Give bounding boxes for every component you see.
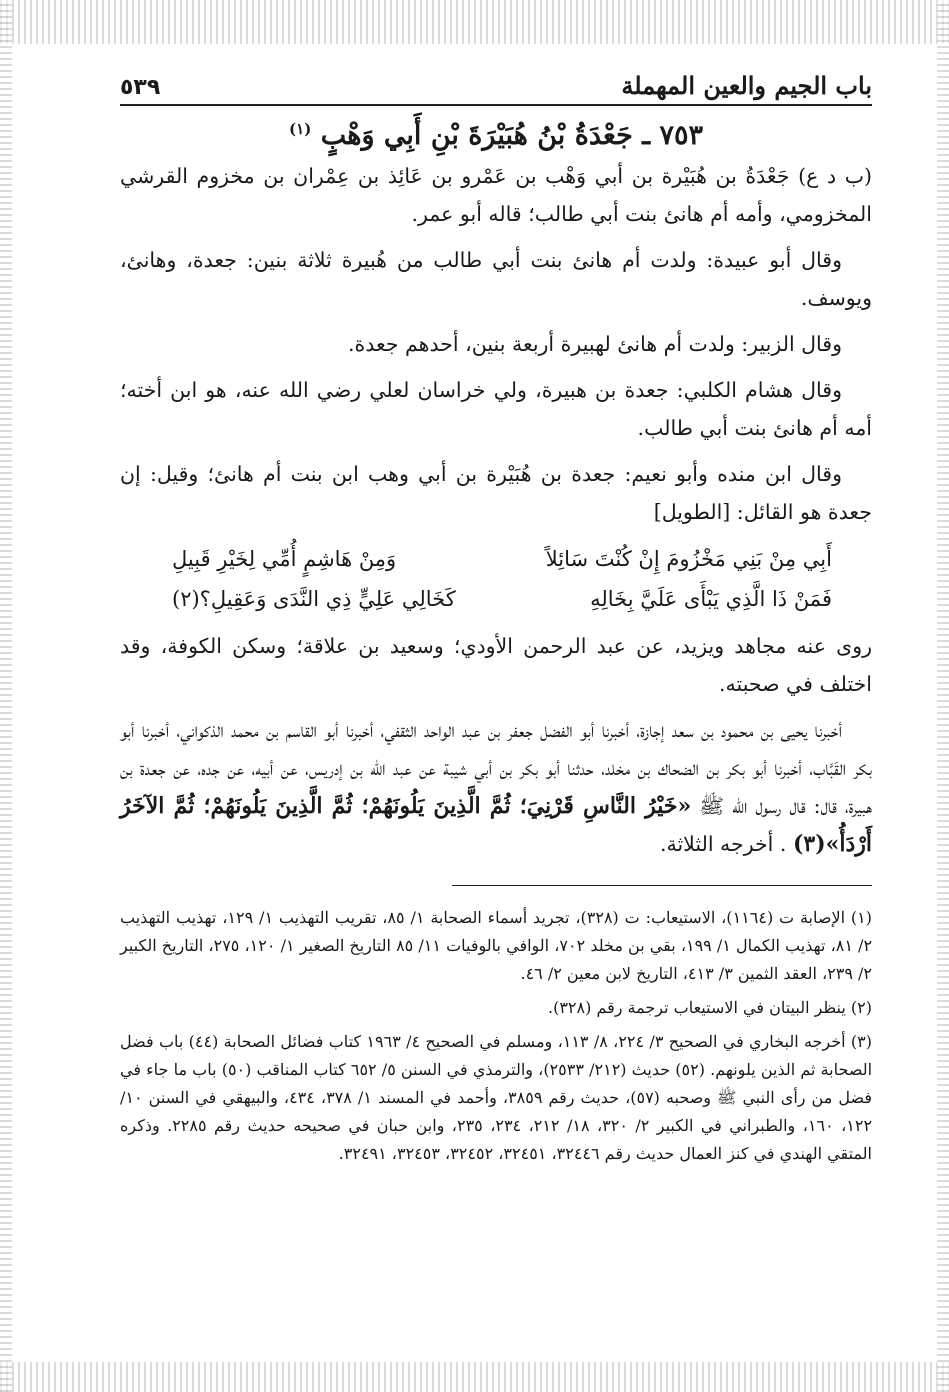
poem — [120, 539, 832, 619]
decorative-border-top — [0, 0, 949, 44]
paragraph: روى عنه مجاهد ويزيد، عن عبد الرحمن الأودي؛ وسعيد بن علاقة؛ وسكن الكوفة، وقد اختلف في صحبته. — [120, 634, 872, 696]
entry-title — [120, 120, 872, 151]
entry-title-text: ٧٥٣ ـ جَعْدَةُ بْنُ هُبَيْرَةَ بْنِ أَبِي وَهْبٍ — [320, 120, 703, 151]
page-number: ٥٣٩ — [120, 75, 161, 100]
hadith-text: «خَيْرُ النَّاسِ قَرْنِيَ؛ ثُمَّ الَّذِينَ يَلُونَهُمْ؛ ثُمَّ الَّذِينَ يَلُونَهُمْ؛ ثُمَّ الآخَرُ أَرْدَأُ»(٣) — [120, 793, 872, 857]
book-page — [120, 60, 872, 1370]
paragraph: وقال الزبير: ولدت أم هانئ لهبيرة أربعة بنين، أحدهم جعدة. — [347, 332, 842, 356]
poem-verse — [172, 579, 832, 619]
page-header — [120, 60, 872, 106]
verse-first-hemistich: أَبِي مِنْ بَنِي مَخْزُومَ إِنْ كُنْتَ سَائِلاً — [545, 547, 832, 571]
verse-first-hemistich: فَمَنْ ذَا الَّذِي يَبْأَى عَلَيَّ بِخَالِهِ — [590, 587, 832, 611]
paragraph: (ب د ع) جَعْدَةُ بن هُبَيْرة بن أبي وَهْب بن عَمْرو بن عَائِذ بن عِمْران بن مخزوم القرشي المخزومي، وأمه أم هانئ بنت أبي طالب؛ قاله أبو عمر. — [120, 164, 872, 226]
paragraph: وقال هشام الكلبي: جعدة بن هبيرة، ولي خراسان لعلي رضي الله عنه، هو ابن أخته؛ أمه أم هانئ بنت أبي طالب. — [120, 378, 872, 440]
running-title: باب الجيم والعين المهملة — [621, 71, 872, 100]
closing-text: . أخرجه الثلاثة. — [659, 832, 787, 856]
verse-second-hemistich: وَمِنْ هَاشِمٍ أُمِّي لِخَيْرِ قَبِيلِ — [172, 547, 397, 571]
isnad-text: أخبرنا يحيى بن محمود بن سعد إجازة، أخبرنا أبو الفضل جعفر بن عبد الواحد الثقفي، أخبرنا أبو القاسم بن محمد الذكواني، أخبرنا أبو بكر القَبَّاب، أخبرنا أبو بكر بن الضحاك بن مخلد، حدثنا أبو بكر بن أبي شيبة عن عبد الله بن إدريس، عن أبيه، عن جده، عن جعدة بن هبيرة، قال: قال رسول الله ﷺ — [120, 718, 872, 818]
decorative-border-right — [937, 0, 949, 1392]
footnotes — [120, 886, 872, 1168]
verse-second-hemistich: كَخَالِي عَلِيٍّ ذِي النَّدَى وَعَقِيلِ؟(٢) — [172, 587, 456, 611]
entry-title-footnote-ref: (١) — [289, 120, 312, 138]
footnote: (٣) أخرجه البخاري في الصحيح ٣/ ٢٢٤، ٨/ ١١٣، ومسلم في الصحيح ٤/ ١٩٦٣ كتاب فضائل الصحابة (٤٤) باب فضل الصحابة ثم الذين يلونهم. (٥٢) حديث (٢١٢/ ٢٥٣٣)، والترمذي في السنن ٥/ ٦٥٢ كتاب المناقب (٥٠) باب ما جاء في فضل من رأى النبي ﷺ وصحبه (٥٧)، حديث رقم ٣٨٥٩، وأحمد في المسند ١/ ٣٧٨، ٤٣٤، والبيهقي في السنن ١٠/ ١٢٢، ١٦٠، والطبراني في الكبير ٢/ ٣٢٠، ١٨/ ٢١٢، ٢٣٤، ٢٣٥، وابن حبان في صحيحه حديث رقم ٢٢٨٥. وذكره المتقي الهندي في كنز العمال حديث رقم ٣٢٤٤٦، ٣٢٤٥١، ٣٢٤٥٢، ٣٢٤٥٣، ٣٢٤٩١. — [120, 1032, 873, 1163]
paragraph: وقال ابن منده وأبو نعيم: جعدة بن هُبَيْرة بن أبي وهب ابن بنت أم هانئ؛ وقيل: إن جعدة هو القائل: [الطويل] — [120, 462, 872, 524]
isnad-paragraph — [120, 711, 872, 863]
paragraph: وقال أبو عبيدة: ولدت أم هانئ بنت أبي طالب من هُبيرة ثلاثة بنين: جعدة، وهانئ، ويوسف. — [120, 248, 872, 310]
poem-verse — [172, 539, 832, 579]
footnote: (٢) ينظر البيتان في الاستيعاب ترجمة رقم (٣٢٨). — [548, 998, 872, 1017]
footnote: (١) الإصابة ت (١١٦٤)، الاستيعاب: ت (٣٢٨)، تجريد أسماء الصحابة ١/ ٨٥، تقريب التهذيب ١/ ١٢٩، تهذيب التهذيب ٢/ ٨١، تهذيب الكمال ١/ ١٩٩، بقي بن مخلد ٧٠٢، الوافي بالوفيات ١١/ ٨٥ التاريخ الصغير ١/ ١٢٠، ٢٧٥، التاريخ الكبير ٢/ ٢٣٩، العقد الثمين ٣/ ٤١٣، التاريخ لابن معين ٢/ ٤٦. — [120, 908, 873, 983]
decorative-border-left — [0, 0, 12, 1392]
